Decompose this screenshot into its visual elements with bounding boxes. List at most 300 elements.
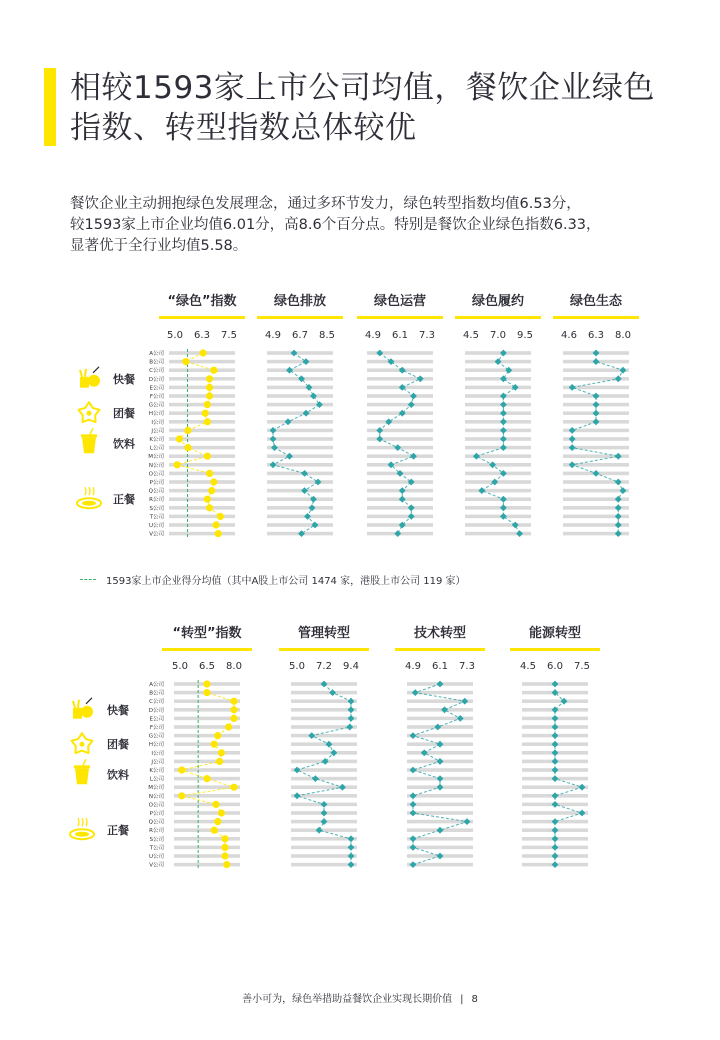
data-point <box>221 852 228 859</box>
category-label: 正餐 <box>107 824 129 838</box>
data-point <box>593 470 600 477</box>
axis-tick-label: 6.3 <box>194 330 210 341</box>
data-point <box>593 350 600 357</box>
row-bar <box>465 403 531 407</box>
row-bar <box>174 820 240 824</box>
axis-tick-label: 7.3 <box>459 661 475 672</box>
row-bar <box>169 523 235 527</box>
data-point <box>348 698 355 705</box>
straw <box>86 698 92 704</box>
axis-tick-label: 4.9 <box>405 661 421 672</box>
row-bar <box>174 854 240 858</box>
category-团餐 <box>72 733 130 753</box>
data-point <box>348 844 355 851</box>
data-point <box>176 435 183 442</box>
axis-tick-label: 6.1 <box>432 661 448 672</box>
fry <box>73 701 75 708</box>
row-bar <box>465 351 531 355</box>
data-point <box>348 706 355 713</box>
row-bar <box>169 360 235 364</box>
data-point <box>473 453 480 460</box>
row-bar <box>407 751 473 755</box>
row-bar <box>465 394 531 398</box>
category-饮料 <box>74 759 129 784</box>
row-bar <box>169 394 235 398</box>
data-point <box>464 818 471 825</box>
data-point <box>330 749 337 756</box>
data-point <box>552 861 559 868</box>
data-point <box>615 453 622 460</box>
row-bar <box>267 411 333 415</box>
row-bar <box>174 717 240 721</box>
data-point <box>495 358 502 365</box>
data-point <box>500 436 507 443</box>
company-label: N公司 <box>148 462 164 469</box>
row-bar <box>367 360 433 364</box>
data-point <box>417 375 424 382</box>
footer-text: 善小可为，绿色举措助益餐饮企业实现长期价值 <box>242 994 453 1005</box>
row-bar <box>407 708 473 712</box>
company-label: F公司 <box>149 725 164 731</box>
data-point <box>399 367 406 374</box>
data-point <box>408 513 415 520</box>
intro-line-3: 显著优于全行业均值5.58。 <box>70 238 248 254</box>
data-point <box>385 418 392 425</box>
steam <box>78 818 87 826</box>
data-point <box>215 530 222 537</box>
row-bar <box>291 768 357 772</box>
data-point <box>216 758 223 765</box>
row-bar <box>174 742 240 746</box>
category-label: 快餐 <box>107 703 129 717</box>
data-point <box>552 844 559 851</box>
row-bar <box>267 472 333 476</box>
row-bar <box>174 708 240 712</box>
axis-tick-label: 4.9 <box>265 330 281 341</box>
company-label: D公司 <box>148 376 164 383</box>
company-label: K公司 <box>149 768 164 774</box>
row-bar <box>367 515 433 519</box>
data-point <box>329 689 336 696</box>
data-point <box>294 767 301 774</box>
row-bar <box>267 368 333 372</box>
data-point <box>552 835 559 842</box>
formal-dining-icon <box>70 818 94 839</box>
row-bar <box>291 777 357 781</box>
row-bar <box>465 506 531 510</box>
category-label: 快餐 <box>113 372 135 386</box>
category-快餐 <box>80 367 135 388</box>
data-point <box>303 410 310 417</box>
panel-title-underline <box>455 316 541 319</box>
data-point <box>214 818 221 825</box>
data-point <box>512 384 519 391</box>
row-bar <box>465 523 531 527</box>
axis-tick-label: 6.3 <box>588 330 604 341</box>
data-point <box>182 358 189 365</box>
data-point <box>394 530 401 537</box>
panel-title-underline <box>395 648 485 651</box>
company-label: E公司 <box>149 385 164 392</box>
category-快餐 <box>73 698 129 719</box>
data-point <box>552 758 559 765</box>
panel-title: 绿色履约 <box>471 294 525 309</box>
data-point <box>178 792 185 799</box>
company-label: G公司 <box>148 733 164 740</box>
company-label: L公司 <box>149 776 164 783</box>
data-point <box>174 461 181 468</box>
company-label: C公司 <box>149 699 164 706</box>
data-point <box>204 496 211 503</box>
panel-title-underline <box>159 316 245 319</box>
panel-3 <box>357 293 443 537</box>
axis-tick-label: 6.1 <box>392 330 408 341</box>
company-label: F公司 <box>149 394 164 400</box>
row-bar <box>465 437 531 441</box>
data-point <box>421 749 428 756</box>
row-bar <box>465 489 531 493</box>
cup <box>75 768 89 784</box>
category-label: 团餐 <box>113 407 135 421</box>
data-point <box>301 487 308 494</box>
company-label: I公司 <box>151 750 164 757</box>
footer-separator: | <box>460 994 464 1005</box>
panel-title-underline <box>257 316 343 319</box>
burger <box>81 706 93 718</box>
row-bar <box>465 472 531 476</box>
row-bar <box>291 751 357 755</box>
data-point <box>230 698 237 705</box>
category-label: 饮料 <box>113 437 135 451</box>
data-point <box>204 401 211 408</box>
category-正餐 <box>77 487 135 508</box>
data-point <box>552 775 559 782</box>
row-bar <box>465 429 531 433</box>
axis-tick-label: 8.0 <box>226 661 242 672</box>
row-bar <box>367 480 433 484</box>
data-point <box>203 680 210 687</box>
intro-line-2: 较1593家上市企业均值6.01分，高8.6个百分点。特别是餐饮企业绿色指数6.33， <box>70 217 601 233</box>
row-bar <box>169 454 235 458</box>
company-label: S公司 <box>149 505 164 512</box>
data-point <box>569 444 576 451</box>
row-bar <box>169 403 235 407</box>
company-label: C公司 <box>149 368 164 375</box>
row-bar <box>169 446 235 450</box>
data-point <box>346 724 353 731</box>
data-point <box>500 504 507 511</box>
data-point <box>310 393 317 400</box>
company-label: S公司 <box>149 836 164 843</box>
data-point <box>199 349 206 356</box>
row-bar <box>267 394 333 398</box>
panel-1 <box>162 625 252 869</box>
row-bar <box>174 760 240 764</box>
axis-tick-label: 6.5 <box>199 661 215 672</box>
axis-tick-label: 4.6 <box>561 330 577 341</box>
page-title-line-1: 相较1593家上市公司均值，餐饮企业绿色 <box>70 70 655 106</box>
row-bar <box>169 386 235 390</box>
row-bar <box>291 863 357 867</box>
row-bar <box>367 506 433 510</box>
row-bar <box>407 837 473 841</box>
panel-2 <box>279 625 369 868</box>
data-point <box>512 522 519 529</box>
data-point <box>593 410 600 417</box>
cup <box>82 437 96 453</box>
data-point <box>208 487 215 494</box>
data-point <box>408 504 415 511</box>
data-point <box>552 741 559 748</box>
category-label: 正餐 <box>113 493 135 507</box>
data-point <box>230 784 237 791</box>
row-bar <box>267 360 333 364</box>
row-bar <box>291 846 357 850</box>
data-point <box>217 513 224 520</box>
transform-index-chart <box>0 615 720 890</box>
data-point <box>500 410 507 417</box>
row-bar <box>465 463 531 467</box>
company-label: U公司 <box>148 523 164 529</box>
data-point <box>211 741 218 748</box>
row-bar <box>267 403 333 407</box>
axis-tick-label: 9.4 <box>343 661 359 672</box>
panel-1 <box>159 293 245 538</box>
lid <box>81 434 97 437</box>
formal-dining-icon <box>77 487 101 508</box>
data-point <box>500 401 507 408</box>
data-point <box>348 861 355 868</box>
data-point <box>321 801 328 808</box>
data-point <box>301 470 308 477</box>
fry <box>80 370 82 377</box>
fries-box <box>80 377 89 388</box>
row-bar <box>267 515 333 519</box>
row-bar <box>267 489 333 493</box>
category-label: 饮料 <box>107 768 129 782</box>
data-point <box>500 444 507 451</box>
row-bar <box>367 463 433 467</box>
row-bar <box>367 454 433 458</box>
data-point <box>399 496 406 503</box>
data-point <box>321 681 328 688</box>
row-bar <box>169 472 235 476</box>
data-point <box>309 504 316 511</box>
row-bar <box>407 811 473 815</box>
data-point <box>620 367 627 374</box>
row-bar <box>291 708 357 712</box>
data-point <box>410 810 417 817</box>
row-bar <box>465 377 531 381</box>
row-bar <box>174 803 240 807</box>
data-point <box>552 818 559 825</box>
data-point <box>230 706 237 713</box>
axis-tick-label: 9.5 <box>517 330 533 341</box>
data-point <box>308 732 315 739</box>
row-bar <box>169 377 235 381</box>
row-bar <box>174 734 240 738</box>
panel-title-underline <box>357 316 443 319</box>
row-bar <box>291 734 357 738</box>
data-point <box>593 401 600 408</box>
company-label: B公司 <box>149 359 164 366</box>
company-label: T公司 <box>149 845 164 852</box>
data-point <box>552 724 559 731</box>
company-label: N公司 <box>148 793 164 800</box>
data-point <box>552 792 559 799</box>
panel-title: “转型”指数 <box>172 626 242 641</box>
row-bar <box>267 351 333 355</box>
axis-tick-label: 7.2 <box>316 661 332 672</box>
company-label: V公司 <box>149 531 164 538</box>
company-label: H公司 <box>148 411 164 418</box>
data-point <box>500 350 507 357</box>
data-point <box>206 384 213 391</box>
data-point <box>339 784 346 791</box>
row-bar <box>169 506 235 510</box>
lid <box>74 765 90 768</box>
company-label: A公司 <box>149 682 164 688</box>
data-point <box>312 775 319 782</box>
data-point <box>569 436 576 443</box>
panel-3 <box>395 625 485 868</box>
row-bar <box>169 480 235 484</box>
panel-title: 绿色生态 <box>569 294 623 309</box>
row-bar <box>174 751 240 755</box>
data-point <box>552 767 559 774</box>
company-label: G公司 <box>148 402 164 409</box>
data-point <box>202 410 209 417</box>
data-point <box>312 522 319 529</box>
data-point <box>214 732 221 739</box>
drink-icon <box>74 759 90 784</box>
data-point <box>410 844 417 851</box>
data-point <box>579 810 586 817</box>
company-label: U公司 <box>148 854 164 860</box>
intro-paragraph <box>70 194 670 257</box>
row-bar <box>291 699 357 703</box>
row-bar <box>291 742 357 746</box>
data-point <box>620 487 627 494</box>
panel-title: 技术转型 <box>413 626 467 641</box>
steam <box>85 487 94 495</box>
data-point <box>500 418 507 425</box>
data-point <box>376 436 383 443</box>
data-point <box>221 835 228 842</box>
data-point <box>270 436 277 443</box>
data-point <box>478 487 485 494</box>
row-bar <box>169 489 235 493</box>
mean-legend-swatch <box>80 579 96 580</box>
row-bar <box>169 420 235 424</box>
data-point <box>552 801 559 808</box>
data-point <box>410 453 417 460</box>
data-point <box>206 392 213 399</box>
data-point <box>271 444 278 451</box>
row-bar <box>291 785 357 789</box>
data-point <box>593 358 600 365</box>
row-bar <box>291 691 357 695</box>
data-point <box>615 522 622 529</box>
data-point <box>500 513 507 520</box>
row-bar <box>267 480 333 484</box>
category-label: 团餐 <box>107 738 129 752</box>
data-point <box>285 418 292 425</box>
drink-icon <box>81 428 97 453</box>
data-point <box>615 504 622 511</box>
star-center <box>87 411 92 416</box>
row-bar <box>367 403 433 407</box>
data-point <box>184 427 191 434</box>
row-bar <box>267 506 333 510</box>
row-bar <box>465 497 531 501</box>
row-bar <box>407 863 473 867</box>
data-point <box>579 784 586 791</box>
row-bar <box>169 532 235 536</box>
data-point <box>316 401 323 408</box>
data-point <box>270 461 277 468</box>
axis-tick-label: 4.9 <box>365 330 381 341</box>
data-point <box>376 350 383 357</box>
panel-title: “绿色”指数 <box>167 294 237 309</box>
fast-food-icon <box>80 367 100 388</box>
panel-title-underline <box>510 648 600 651</box>
group-meal-icon <box>79 402 100 422</box>
data-point <box>615 479 622 486</box>
page-footer <box>0 990 720 1005</box>
row-bar <box>169 515 235 519</box>
row-bar <box>174 828 240 832</box>
company-label: P公司 <box>149 480 164 486</box>
axis-tick-label: 6.0 <box>547 661 563 672</box>
data-point <box>491 479 498 486</box>
burger <box>88 375 100 387</box>
data-point <box>394 444 401 451</box>
data-point <box>206 504 213 511</box>
row-bar <box>267 497 333 501</box>
data-point <box>315 479 322 486</box>
data-point <box>376 427 383 434</box>
plate-inner <box>75 832 89 837</box>
fast-food-icon <box>73 698 93 719</box>
row-bar <box>267 523 333 527</box>
data-point <box>223 861 230 868</box>
company-label: J公司 <box>151 428 164 435</box>
company-label: L公司 <box>149 445 164 452</box>
data-point <box>316 827 323 834</box>
page-number: 8 <box>471 994 478 1005</box>
row-bar <box>522 699 588 703</box>
panel-title-underline <box>162 648 252 651</box>
axis-tick-label: 7.5 <box>574 661 590 672</box>
row-bar <box>465 386 531 390</box>
data-point <box>218 809 225 816</box>
row-bar <box>169 497 235 501</box>
data-point <box>593 418 600 425</box>
panel-4 <box>455 293 541 537</box>
data-point <box>437 741 444 748</box>
data-point <box>218 749 225 756</box>
data-point <box>210 478 217 485</box>
panel-title-underline <box>553 316 639 319</box>
company-label: A公司 <box>149 351 164 357</box>
straw <box>93 367 99 373</box>
data-point <box>410 393 417 400</box>
row-bar <box>407 803 473 807</box>
data-point <box>294 792 301 799</box>
company-label: Q公司 <box>148 819 164 826</box>
company-label: H公司 <box>148 742 164 749</box>
